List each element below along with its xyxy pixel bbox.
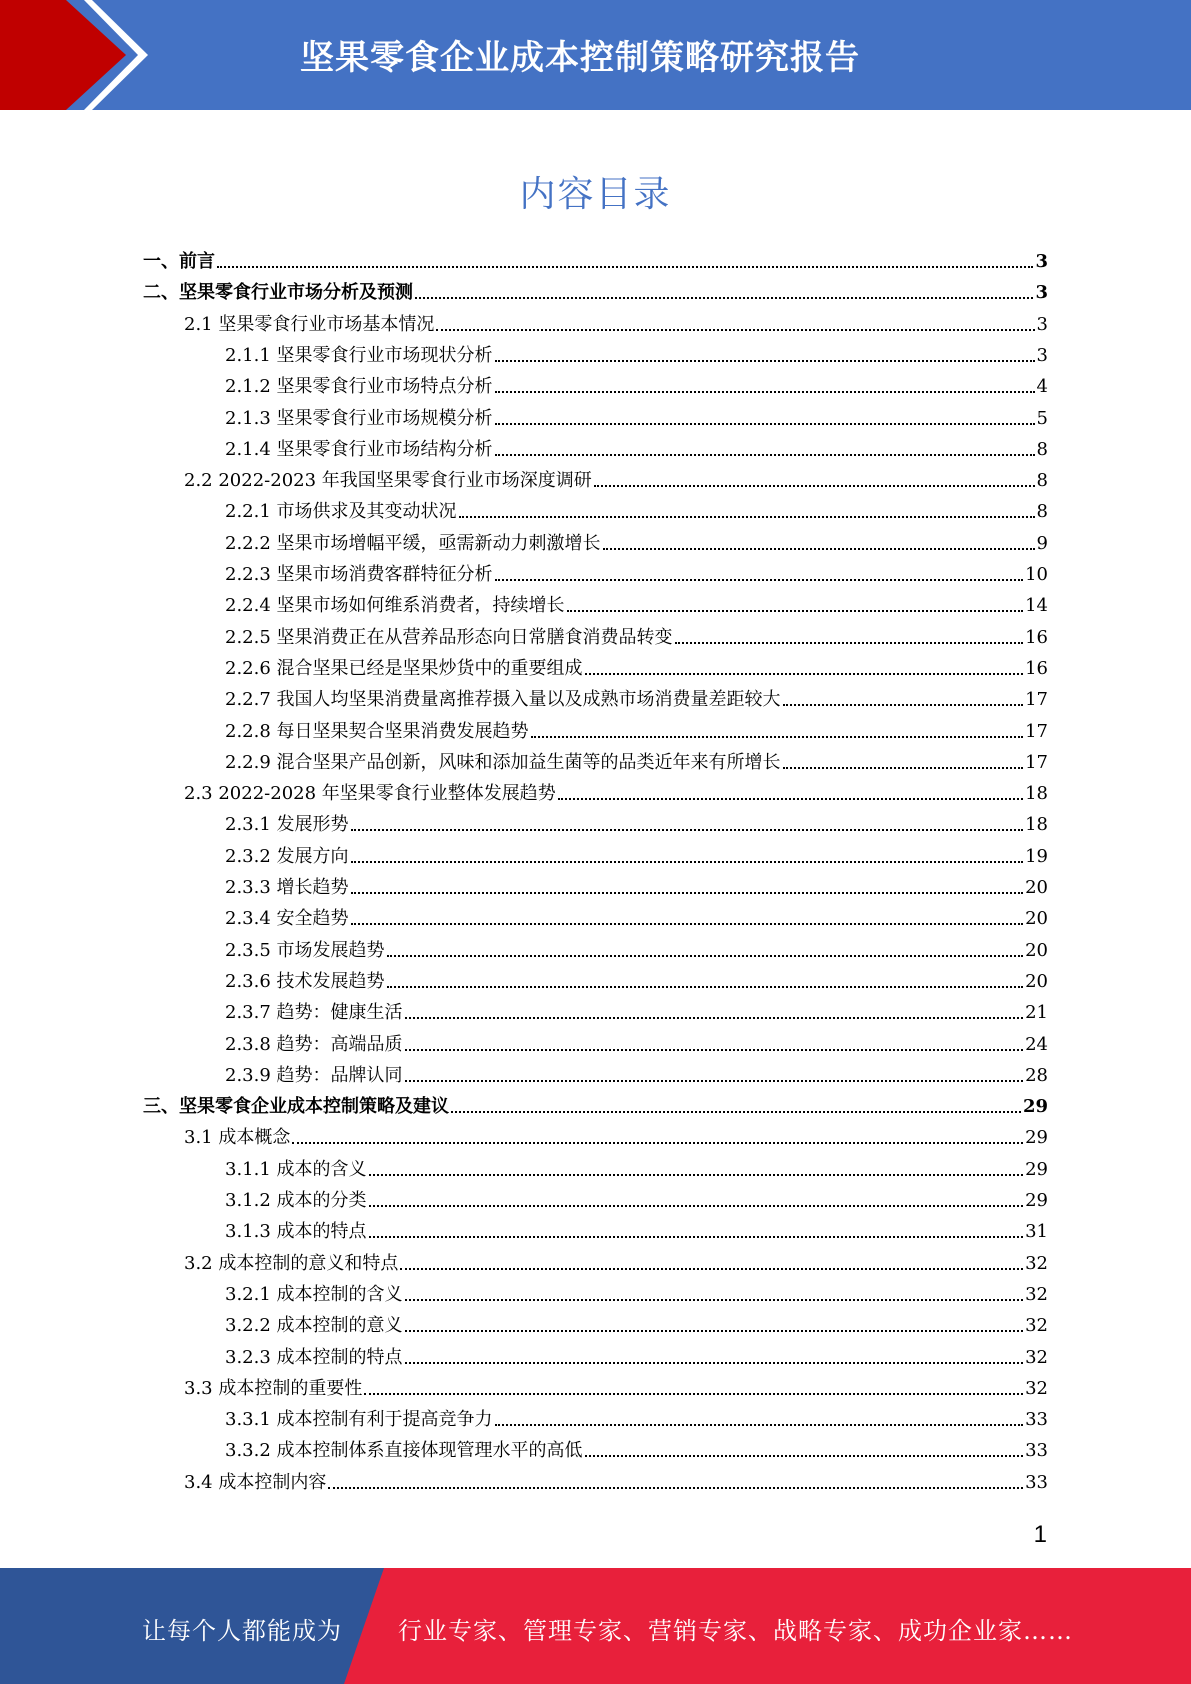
- toc-entry-label: 3.4 成本控制内容: [184, 1472, 327, 1493]
- toc-dot-leader: [594, 485, 1035, 487]
- toc-dot-leader: [459, 516, 1035, 518]
- toc-dot-leader: [364, 1393, 1023, 1395]
- toc-dot-leader: [415, 297, 1033, 299]
- toc-entry-page: 16: [1025, 658, 1048, 679]
- toc-entry-page: 17: [1025, 721, 1048, 742]
- toc-entry-label: 2.3.8 趋势：高端品质: [225, 1034, 403, 1055]
- toc-entry-page: 3: [1035, 282, 1048, 303]
- toc-dot-leader: [351, 829, 1024, 831]
- toc-dot-leader: [351, 892, 1024, 894]
- toc-entry-page: 20: [1025, 940, 1048, 961]
- toc-entry-label: 3.1.3 成本的特点: [225, 1221, 367, 1242]
- toc-entry-label: 2.2.9 混合坚果产品创新，风味和添加益生菌等的品类近年来有所增长: [225, 752, 781, 773]
- toc-entry-page: 8: [1036, 470, 1048, 491]
- toc-entry-page: 33: [1025, 1440, 1048, 1461]
- toc-entry-page: 17: [1025, 752, 1048, 773]
- toc-entry-page: 29: [1022, 1096, 1048, 1117]
- toc-dot-leader: [387, 955, 1024, 957]
- toc-entry-label: 3.3 成本控制的重要性: [184, 1378, 363, 1399]
- toc-dot-leader: [405, 1017, 1024, 1019]
- toc-entry-label: 一、前言: [143, 251, 215, 272]
- toc-entry[interactable]: [225, 586, 1048, 617]
- toc-entry-label: 三、坚果零食企业成本控制策略及建议: [143, 1096, 449, 1117]
- toc-dot-leader: [328, 1487, 1023, 1489]
- toc-entry-label: 2.2.6 混合坚果已经是坚果炒货中的重要组成: [225, 658, 583, 679]
- toc-dot-leader: [603, 548, 1035, 550]
- toc-entry-label: 2.2.5 坚果消费正在从营养品形态向日常膳食消费品转变: [225, 627, 673, 648]
- toc-dot-leader: [558, 798, 1023, 800]
- toc-entry[interactable]: [225, 618, 1048, 649]
- toc-entry[interactable]: [143, 273, 1048, 304]
- toc-dot-leader: [495, 360, 1035, 362]
- toc-dot-leader: [495, 454, 1035, 456]
- toc-dot-leader: [531, 736, 1024, 738]
- toc-entry[interactable]: [225, 1056, 1048, 1087]
- toc-entry-label: 2.1 坚果零食行业市场基本情况: [184, 314, 435, 335]
- toc-entry-page: 8: [1036, 439, 1048, 460]
- toc-dot-leader: [585, 1455, 1024, 1457]
- toc-entry-page: 21: [1025, 1002, 1048, 1023]
- toc-entry-page: 18: [1025, 783, 1048, 804]
- toc-entry-label: 2.2.2 坚果市场增幅平缓，亟需新动力刺激增长: [225, 533, 601, 554]
- toc-dot-leader: [387, 986, 1024, 988]
- toc-entry[interactable]: [225, 837, 1048, 868]
- toc-dot-leader: [369, 1205, 1024, 1207]
- toc-dot-leader: [436, 329, 1034, 331]
- toc-entry[interactable]: [184, 1369, 1048, 1400]
- toc-entry-label: 3.1.2 成本的分类: [225, 1190, 367, 1211]
- toc-entry-label: 2.3.3 增长趋势: [225, 877, 349, 898]
- toc-entry-label: 2.2.1 市场供求及其变动状况: [225, 501, 457, 522]
- toc-entry[interactable]: [225, 492, 1048, 523]
- toc-dot-leader: [783, 704, 1024, 706]
- toc-dot-leader: [405, 1299, 1024, 1301]
- toc-entry[interactable]: [225, 1150, 1048, 1181]
- toc-dot-leader: [405, 1330, 1024, 1332]
- toc-entry[interactable]: [225, 1275, 1048, 1306]
- toc-entry[interactable]: [225, 1025, 1048, 1056]
- toc-entry-page: 9: [1036, 533, 1048, 554]
- toc-entry[interactable]: [143, 242, 1048, 273]
- toc-entry-page: 32: [1025, 1378, 1048, 1399]
- toc-entry-label: 2.1.3 坚果零食行业市场规模分析: [225, 408, 493, 429]
- toc-dot-leader: [351, 861, 1024, 863]
- toc-entry-label: 2.2.3 坚果市场消费客群特征分析: [225, 564, 493, 585]
- toc-entry[interactable]: [225, 899, 1048, 930]
- toc-entry-page: 3: [1036, 345, 1048, 366]
- toc-entry[interactable]: [143, 1087, 1048, 1118]
- toc-entry[interactable]: [225, 649, 1048, 680]
- header-arrow-decoration: [0, 0, 160, 110]
- page-number: 1: [1033, 1521, 1047, 1548]
- toc-entry-label: 二、坚果零食行业市场分析及预测: [143, 282, 413, 303]
- toc-entry[interactable]: [184, 461, 1048, 492]
- toc-entry[interactable]: [225, 524, 1048, 555]
- toc-entry[interactable]: [225, 1431, 1048, 1462]
- toc-entry-page: 18: [1025, 814, 1048, 835]
- toc-entry-page: 10: [1025, 564, 1048, 585]
- toc-entry-label: 2.3.6 技术发展趋势: [225, 971, 385, 992]
- toc-entry-page: 29: [1025, 1127, 1048, 1148]
- toc-entry[interactable]: [225, 555, 1048, 586]
- toc-entry[interactable]: [225, 430, 1048, 461]
- toc-entry-page: 4: [1036, 376, 1048, 397]
- toc-entry-label: 3.2.3 成本控制的特点: [225, 1347, 403, 1368]
- toc-entry[interactable]: [225, 1306, 1048, 1337]
- toc-entry[interactable]: [225, 1400, 1048, 1431]
- page-header: [0, 0, 1191, 110]
- toc-dot-leader: [567, 610, 1024, 612]
- toc-dot-leader: [217, 266, 1033, 268]
- toc-entry[interactable]: [225, 336, 1048, 367]
- toc-dot-leader: [495, 1424, 1024, 1426]
- page-footer: [0, 1568, 1191, 1684]
- toc-dot-leader: [495, 391, 1035, 393]
- toc-entry[interactable]: [184, 1244, 1048, 1275]
- toc-entry-label: 3.3.1 成本控制有利于提高竞争力: [225, 1409, 493, 1430]
- toc-entry-label: 2.1.4 坚果零食行业市场结构分析: [225, 439, 493, 460]
- toc-dot-leader: [495, 579, 1024, 581]
- toc-entry-page: 8: [1036, 501, 1048, 522]
- toc-entry-label: 2.2 2022-2023 年我国坚果零食行业市场深度调研: [184, 470, 592, 491]
- toc-dot-leader: [369, 1174, 1024, 1176]
- toc-entry-label: 2.1.2 坚果零食行业市场特点分析: [225, 376, 493, 397]
- toc-entry-label: 3.2.2 成本控制的意义: [225, 1315, 403, 1336]
- toc-heading: 内容目录: [519, 174, 672, 215]
- toc-dot-leader: [783, 767, 1024, 769]
- toc-entry-label: 2.2.8 每日坚果契合坚果消费发展趋势: [225, 721, 529, 742]
- toc-entry-page: 16: [1025, 627, 1048, 648]
- toc-dot-leader: [675, 642, 1024, 644]
- toc-entry-page: 20: [1025, 908, 1048, 929]
- toc-entry[interactable]: [225, 1212, 1048, 1243]
- toc-entry-page: 5: [1036, 408, 1048, 429]
- toc-entry[interactable]: [225, 1338, 1048, 1369]
- toc-entry-label: 2.3.7 趋势：健康生活: [225, 1002, 403, 1023]
- toc-entry-label: 3.1 成本概念: [184, 1127, 291, 1148]
- toc-dot-leader: [405, 1049, 1024, 1051]
- toc-entry-page: 32: [1025, 1253, 1048, 1274]
- toc-entry[interactable]: [225, 367, 1048, 398]
- report-title: 坚果零食企业成本控制策略研究报告: [300, 38, 860, 78]
- toc-entry[interactable]: [184, 305, 1048, 336]
- toc-entry-label: 3.2 成本控制的意义和特点: [184, 1253, 399, 1274]
- toc-entry-page: 20: [1025, 971, 1048, 992]
- toc-entry-label: 2.3 2022-2028 年坚果零食行业整体发展趋势: [184, 783, 556, 804]
- toc-entry[interactable]: [225, 680, 1048, 711]
- toc-entry-label: 3.1.1 成本的含义: [225, 1159, 367, 1180]
- toc-entry-label: 2.3.5 市场发展趋势: [225, 940, 385, 961]
- toc-entry-page: 32: [1025, 1315, 1048, 1336]
- toc-entry[interactable]: [184, 774, 1048, 805]
- toc-entry-page: 3: [1036, 314, 1048, 335]
- footer-slogan-right: 行业专家、管理专家、营销专家、战略专家、成功企业家……: [398, 1617, 1073, 1645]
- toc-entry-page: 3: [1035, 251, 1048, 272]
- toc-entry[interactable]: [225, 1181, 1048, 1212]
- toc-entry-page: 19: [1025, 846, 1048, 867]
- toc-entry-page: 28: [1025, 1065, 1048, 1086]
- toc-entry-page: 32: [1025, 1284, 1048, 1305]
- toc-entry[interactable]: [225, 868, 1048, 899]
- toc-dot-leader: [451, 1111, 1021, 1113]
- footer-slogan-left: 让每个人都能成为: [142, 1617, 342, 1645]
- toc-entry-page: 29: [1025, 1159, 1048, 1180]
- toc-dot-leader: [405, 1362, 1024, 1364]
- toc-entry[interactable]: [184, 1463, 1048, 1494]
- toc-entry-page: 24: [1025, 1034, 1048, 1055]
- toc-dot-leader: [585, 673, 1024, 675]
- toc-dot-leader: [351, 923, 1024, 925]
- toc-entry-page: 32: [1025, 1347, 1048, 1368]
- toc-entry-label: 2.3.2 发展方向: [225, 846, 349, 867]
- toc-entry-page: 33: [1025, 1472, 1048, 1493]
- toc-entry[interactable]: [225, 743, 1048, 774]
- toc-entry[interactable]: [225, 712, 1048, 743]
- toc-entry[interactable]: [225, 399, 1048, 430]
- toc-entry-page: 31: [1025, 1221, 1048, 1242]
- toc-entry-page: 20: [1025, 877, 1048, 898]
- toc-dot-leader: [369, 1236, 1024, 1238]
- toc-entry-page: 29: [1025, 1190, 1048, 1211]
- toc-entry-label: 2.3.4 安全趋势: [225, 908, 349, 929]
- toc-entry[interactable]: [225, 805, 1048, 836]
- toc-entry-label: 2.2.4 坚果市场如何维系消费者，持续增长: [225, 595, 565, 616]
- toc-entry-label: 2.2.7 我国人均坚果消费量离推荐摄入量以及成熟市场消费量差距较大: [225, 689, 781, 710]
- toc-entry[interactable]: [225, 931, 1048, 962]
- toc-entry-label: 2.3.9 趋势：品牌认同: [225, 1065, 403, 1086]
- toc-entry-page: 17: [1025, 689, 1048, 710]
- toc-entry[interactable]: [184, 1118, 1048, 1149]
- toc-entry-label: 3.2.1 成本控制的含义: [225, 1284, 403, 1305]
- toc-entry-page: 14: [1025, 595, 1048, 616]
- toc-entry-label: 3.3.2 成本控制体系直接体现管理水平的高低: [225, 1440, 583, 1461]
- toc-dot-leader: [400, 1268, 1023, 1270]
- toc-dot-leader: [405, 1080, 1024, 1082]
- toc-entry-page: 33: [1025, 1409, 1048, 1430]
- toc-entry-label: 2.1.1 坚果零食行业市场现状分析: [225, 345, 493, 366]
- toc-dot-leader: [292, 1142, 1023, 1144]
- toc-entry[interactable]: [225, 962, 1048, 993]
- toc-entry-label: 2.3.1 发展形势: [225, 814, 349, 835]
- toc-dot-leader: [495, 423, 1035, 425]
- toc-entry[interactable]: [225, 993, 1048, 1024]
